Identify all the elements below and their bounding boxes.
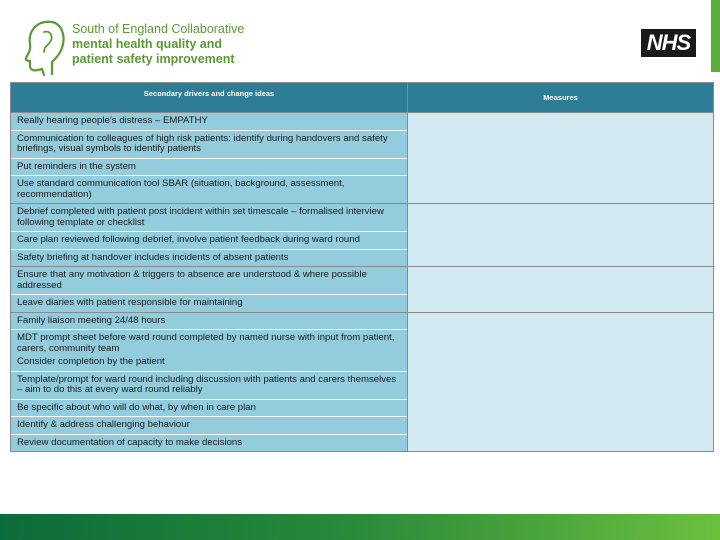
change-idea: Ensure that any motivation & triggers to absence are understood & where possible addressed — [17, 269, 367, 291]
table-row — [11, 113, 714, 204]
change-idea: Care plan reviewed following debrief, involve patient feedback during ward round — [11, 231, 407, 249]
change-idea: Family liaison meeting 24/48 hours — [17, 314, 166, 326]
change-idea: Review documentation of capacity to make decisions — [11, 434, 407, 452]
change-idea: Use standard communication tool SBAR (situation, background, assessment, recommendation) — [11, 175, 407, 203]
table-row — [11, 204, 714, 267]
nhs-logo: NHS — [641, 29, 696, 57]
column-header-drivers: Secondary drivers and change ideas — [11, 83, 408, 113]
org-name-line1: South of England Collaborative — [72, 22, 245, 36]
change-ideas-cell — [11, 204, 408, 267]
head-profile-logo-icon — [22, 18, 66, 76]
accent-side-bar — [711, 0, 720, 72]
measures-cell[interactable] — [408, 113, 714, 204]
change-idea: Leave diaries with patient responsible for maintaining — [11, 294, 407, 312]
change-idea: Debrief completed with patient post incident within set timescale – formalised interview following template or checklist — [17, 206, 384, 228]
change-idea: Identify & address challenging behaviour — [11, 416, 407, 434]
measures-cell[interactable] — [408, 312, 714, 452]
change-ideas-cell — [11, 267, 408, 313]
org-name-line3: patient safety improvement — [72, 52, 235, 66]
table-row — [11, 267, 714, 313]
table-header-row — [11, 83, 714, 113]
change-idea: Safety briefing at handover includes incidents of absent patients — [11, 249, 407, 267]
change-idea: MDT prompt sheet before ward round completed by named nurse with input from patient, carers, community team — [11, 329, 407, 357]
org-name-line2: mental health quality and — [72, 37, 223, 51]
change-idea: Be specific about who will do what, by when in care plan — [11, 399, 407, 417]
column-header-measures: Measures — [408, 83, 714, 113]
change-ideas-cell — [11, 113, 408, 204]
change-idea: Communication to colleagues of high risk patients: identify during handovers and safety briefings, visual symbols to identify patients — [11, 130, 407, 158]
table-row — [11, 312, 714, 452]
measures-cell[interactable] — [408, 267, 714, 313]
drivers-table — [10, 82, 714, 452]
change-ideas-cell — [11, 312, 408, 452]
change-idea: Really hearing people’s distress – EMPATHY — [17, 115, 208, 126]
header — [0, 0, 720, 82]
change-idea: Put reminders in the system — [11, 158, 407, 176]
footer-gradient-bar — [0, 514, 720, 540]
change-idea: Template/prompt for ward round including discussion with patients and carers themselves – aim to do this at every ward round reliably — [11, 371, 407, 399]
organisation-name — [72, 22, 244, 67]
measures-cell[interactable] — [408, 204, 714, 267]
change-idea: Consider completion by the patient — [17, 356, 165, 367]
